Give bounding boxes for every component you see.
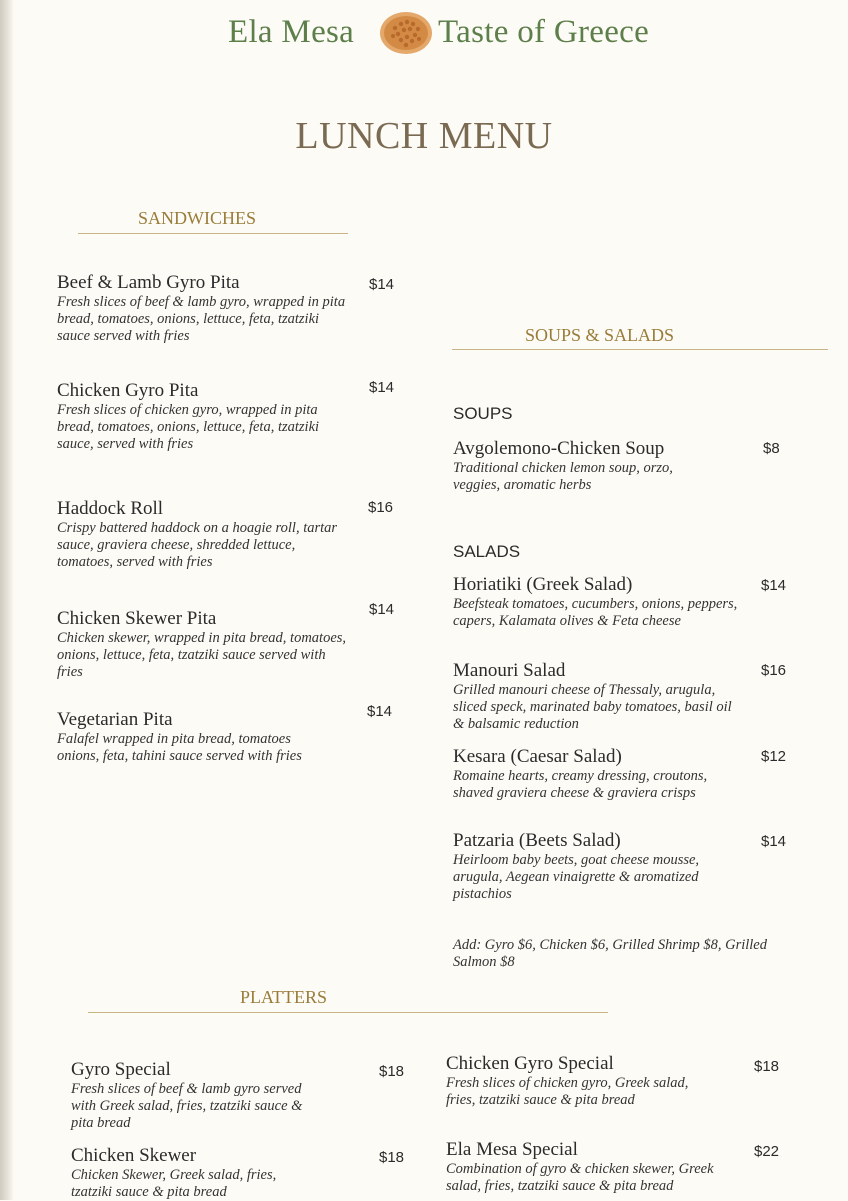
item-name: Avgolemono-Chicken Soup — [453, 438, 665, 459]
item-name: Patzaria (Beets Salad) — [453, 830, 621, 851]
item-price: $22 — [754, 1143, 780, 1160]
item-description: Grilled manouri cheese of Thessaly, arugula, sliced speck, marinated baby tomatoes, basil oil & balsamic reduction — [453, 682, 732, 732]
menu-item-sandwich — [57, 498, 352, 571]
menu-item-platter — [71, 1145, 311, 1201]
section-heading-soups-salads: SOUPS & SALADS — [525, 325, 675, 345]
item-price: $14 — [367, 703, 393, 720]
menu-item-sandwich — [57, 380, 347, 453]
item-description: Combination of gyro & chicken skewer, Greek salad, fries, tzatziki sauce & pita bread — [446, 1161, 714, 1194]
item-description: Chicken Skewer, Greek salad, fries, tzatziki sauce & pita bread — [71, 1167, 277, 1200]
item-price: $8 — [763, 440, 780, 457]
menu-title: LUNCH MENU — [295, 115, 553, 157]
menu-item-salad — [453, 746, 738, 802]
item-price: $16 — [368, 499, 394, 516]
item-price: $18 — [379, 1149, 405, 1166]
menu-item-platter — [446, 1053, 721, 1109]
item-price: $18 — [754, 1058, 780, 1075]
item-description: Fresh slices of chicken gyro, wrapped in pita bread, tomatoes, onions, lettuce, feta, tzatziki sauce, served with fries — [57, 402, 320, 452]
item-name: Chicken Gyro Pita — [57, 380, 199, 401]
item-description: Traditional chicken lemon soup, orzo, veggies, aromatic herbs — [453, 460, 673, 493]
subheading-soups: SOUPS — [453, 404, 513, 423]
item-name: Beef & Lamb Gyro Pita — [57, 272, 240, 293]
section-heading-platters: PLATTERS — [240, 987, 328, 1007]
item-name: Gyro Special — [71, 1059, 171, 1080]
section-rule-platters — [88, 1012, 608, 1013]
pomegranate-logo-icon — [377, 8, 435, 56]
menu-item-sandwich — [57, 272, 347, 345]
subheading-salads: SALADS — [453, 542, 521, 561]
menu-item-platter — [446, 1139, 736, 1195]
item-name: Chicken Skewer — [71, 1145, 197, 1166]
item-name: Vegetarian Pita — [57, 709, 173, 730]
item-description: Fresh slices of chicken gyro, Greek salad, fries, tzatziki sauce & pita bread — [446, 1075, 689, 1108]
page-edge-shadow — [0, 0, 14, 1200]
salad-addons: Add: Gyro $6, Chicken $6, Grilled Shrimp $8, Grilled Salmon $8 — [453, 937, 767, 970]
menu-item-sandwich — [57, 709, 327, 765]
brand-name-left: Ela Mesa — [228, 14, 355, 50]
menu-item-salad — [453, 574, 738, 630]
item-price: $14 — [369, 601, 395, 618]
item-name: Haddock Roll — [57, 498, 164, 519]
item-description: Heirloom baby beets, goat cheese mousse, arugula, Aegean vinaigrette & aromatized pistachios — [453, 852, 700, 902]
menu-item-sandwich — [57, 608, 347, 681]
item-price: $12 — [761, 748, 787, 765]
item-description: Chicken skewer, wrapped in pita bread, tomatoes, onions, lettuce, feta, tzatziki sauce served with fries — [57, 630, 347, 680]
item-description: Beefsteak tomatoes, cucumbers, onions, peppers, capers, Kalamata olives & Feta cheese — [453, 596, 738, 629]
menu-item-soup — [453, 438, 723, 494]
item-price: $16 — [761, 662, 787, 679]
brand-name-right: Taste of Greece — [438, 14, 650, 50]
item-description: Crispy battered haddock on a hoagie roll, tartar sauce, graviera cheese, shredded lettuce, tomatoes, served with fries — [57, 520, 338, 570]
item-price: $14 — [761, 577, 787, 594]
item-name: Kesara (Caesar Salad) — [453, 746, 622, 767]
item-description: Fresh slices of beef & lamb gyro, wrapped in pita bread, tomatoes, onions, lettuce, feta, tzatziki sauce served with fries — [57, 294, 346, 344]
item-price: $14 — [761, 833, 787, 850]
section-rule-soups-salads — [452, 349, 828, 350]
item-name: Chicken Gyro Special — [446, 1053, 614, 1074]
item-name: Horiatiki (Greek Salad) — [453, 574, 633, 595]
brand-header — [0, 8, 848, 58]
item-description: Fresh slices of beef & lamb gyro served with Greek salad, fries, tzatziki sauce & pita bread — [71, 1081, 303, 1131]
item-description: Falafel wrapped in pita bread, tomatoes onions, feta, tahini sauce served with fries — [57, 731, 302, 764]
menu-item-platter — [71, 1059, 311, 1132]
item-name: Manouri Salad — [453, 660, 566, 681]
menu-item-salad — [453, 660, 738, 733]
item-price: $18 — [379, 1063, 405, 1080]
item-price: $14 — [369, 276, 395, 293]
item-name: Ela Mesa Special — [446, 1139, 578, 1160]
section-rule-sandwiches — [78, 233, 348, 234]
item-price: $14 — [369, 379, 395, 396]
section-heading-sandwiches: SANDWICHES — [138, 208, 257, 228]
item-description: Romaine hearts, creamy dressing, croutons, shaved graviera cheese & graviera crisps — [453, 768, 708, 801]
item-name: Chicken Skewer Pita — [57, 608, 217, 629]
menu-item-salad — [453, 830, 738, 903]
